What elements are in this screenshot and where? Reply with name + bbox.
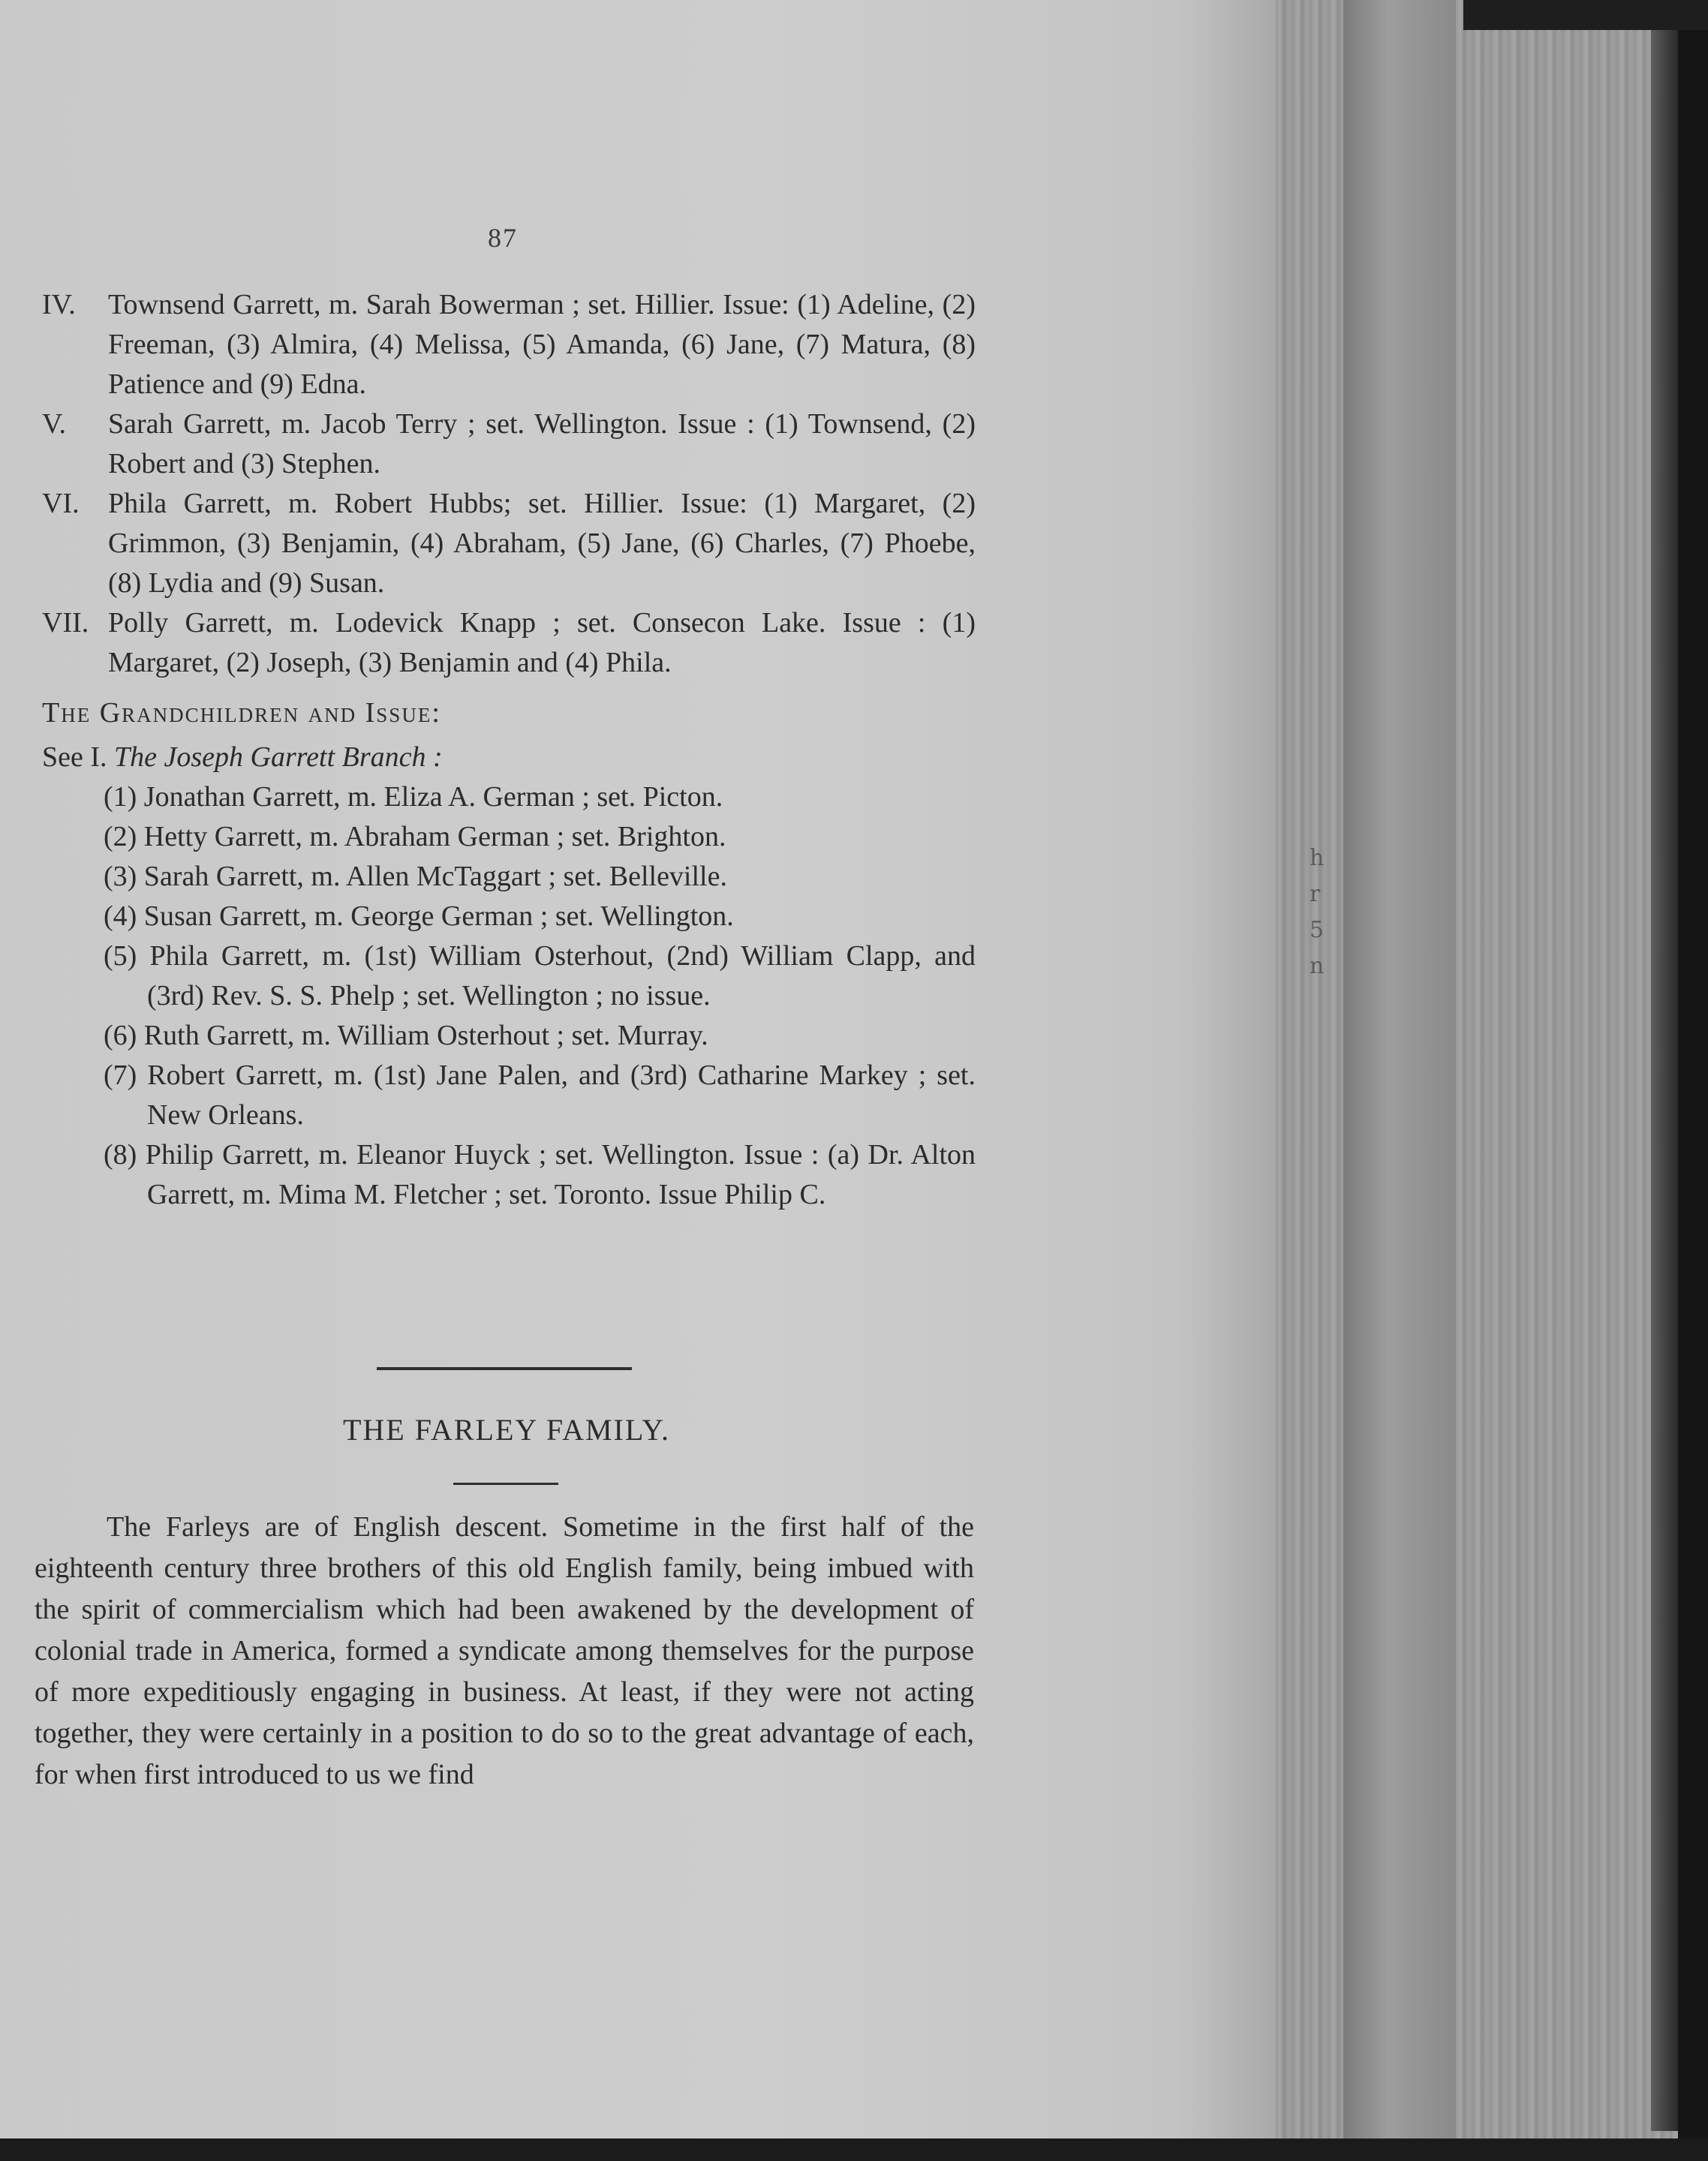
entry-text: Sarah Garrett, m. Jacob Terry ; set. Wellington. Issue : (1) Townsend, (2) Robert and (3) Stephen.: [108, 408, 976, 479]
entry-numeral: VII.: [42, 607, 89, 639]
branch-name: The Joseph Garrett Branch :: [114, 741, 443, 773]
child-entry: (6) Ruth Garrett, m. William Osterhout ; set. Murray.: [104, 1020, 708, 1051]
entry-iv: [42, 285, 976, 404]
branch-prefix: See I.: [42, 741, 107, 773]
child-entry: (8) Philip Garrett, m. Eleanor Huyck ; set. Wellington. Issue : (a) Dr. Alton Garrett, m. Mima M. Fletcher ; set. Toronto. Issue Philip C.: [104, 1139, 976, 1210]
genealogy-text: [42, 285, 976, 1215]
branch-line: [42, 738, 976, 777]
spine-mark-char: r: [1310, 881, 1321, 907]
child-entry: (2) Hetty Garrett, m. Abraham German ; set. Brighton.: [104, 821, 726, 852]
entry-text: Polly Garrett, m. Lodevick Knapp ; set. Consecon Lake. Issue : (1) Margaret, (2) Joseph, (3) Benjamin and (4) Phila.: [108, 607, 976, 678]
spine-mark-char: 5: [1310, 917, 1325, 943]
entry-numeral: V.: [42, 408, 67, 440]
spine-mark-char: n: [1310, 953, 1325, 979]
spine-mark-char: h: [1310, 845, 1325, 871]
entry-numeral: IV.: [42, 289, 76, 320]
book-spine-shadow: [1651, 30, 1678, 2131]
title-underline-rule: [453, 1483, 558, 1485]
section-divider-rule: [377, 1367, 632, 1370]
book-page-edges: [1276, 0, 1708, 2161]
background-dark-edge: [1678, 0, 1708, 2161]
entry-text: Phila Garrett, m. Robert Hubbs; set. Hillier. Issue: (1) Margaret, (2) Grimmon, (3) Benjamin, (4) Abraham, (5) Jane, (6) Charles, (7) Phoebe, (8) Lydia and (9) Susan.: [108, 488, 976, 599]
spine-handwriting: [1310, 840, 1355, 984]
background-dark-top: [1463, 0, 1708, 30]
entry-text: Townsend Garrett, m. Sarah Bowerman ; set. Hillier. Issue: (1) Adeline, (2) Freeman, (3) Almira, (4) Melissa, (5) Amanda, (6) Jane, (7) Matura, (8) Patience and (9) Edna.: [108, 289, 976, 400]
child-entry: (4) Susan Garrett, m. George German ; set. Wellington.: [104, 900, 734, 932]
child-entry: (3) Sarah Garrett, m. Allen McTaggart ; set. Belleville.: [104, 861, 727, 892]
page-number: 87: [488, 223, 518, 253]
grandchildren-heading: The Grandchildren and Issue:: [42, 697, 441, 729]
entry-vii: [42, 603, 976, 683]
entry-numeral: VI.: [42, 488, 80, 519]
entry-v: [42, 404, 976, 484]
background-dark-bottom: [0, 2138, 1708, 2161]
child-entry: (7) Robert Garrett, m. (1st) Jane Palen, and (3rd) Catharine Markey ; set. New Orleans.: [104, 1059, 976, 1131]
family-title: THE FARLEY FAMILY.: [342, 1413, 671, 1447]
child-entry: (1) Jonathan Garrett, m. Eliza A. German ; set. Picton.: [104, 781, 723, 813]
child-entry: (5) Phila Garrett, m. (1st) William Osterhout, (2nd) William Clapp, and (3rd) Rev. S. S. Phelp ; set. Wellington ; no issue.: [104, 940, 976, 1011]
book-binding: [1343, 0, 1456, 2161]
entry-vi: [42, 484, 976, 603]
farley-paragraph: The Farleys are of English descent. Sometime in the first half of the eighteenth century three brothers of this old English family, being imbued with the spirit of commercialism which had been awakened by the development of colonial trade in America, formed a syndicate among themselves for the purpose of more expeditiously engaging in business. At least, if they were not acting together, they were certainly in a position to do so to the great advantage of each, for when first introduced to us we find: [35, 1511, 974, 1790]
